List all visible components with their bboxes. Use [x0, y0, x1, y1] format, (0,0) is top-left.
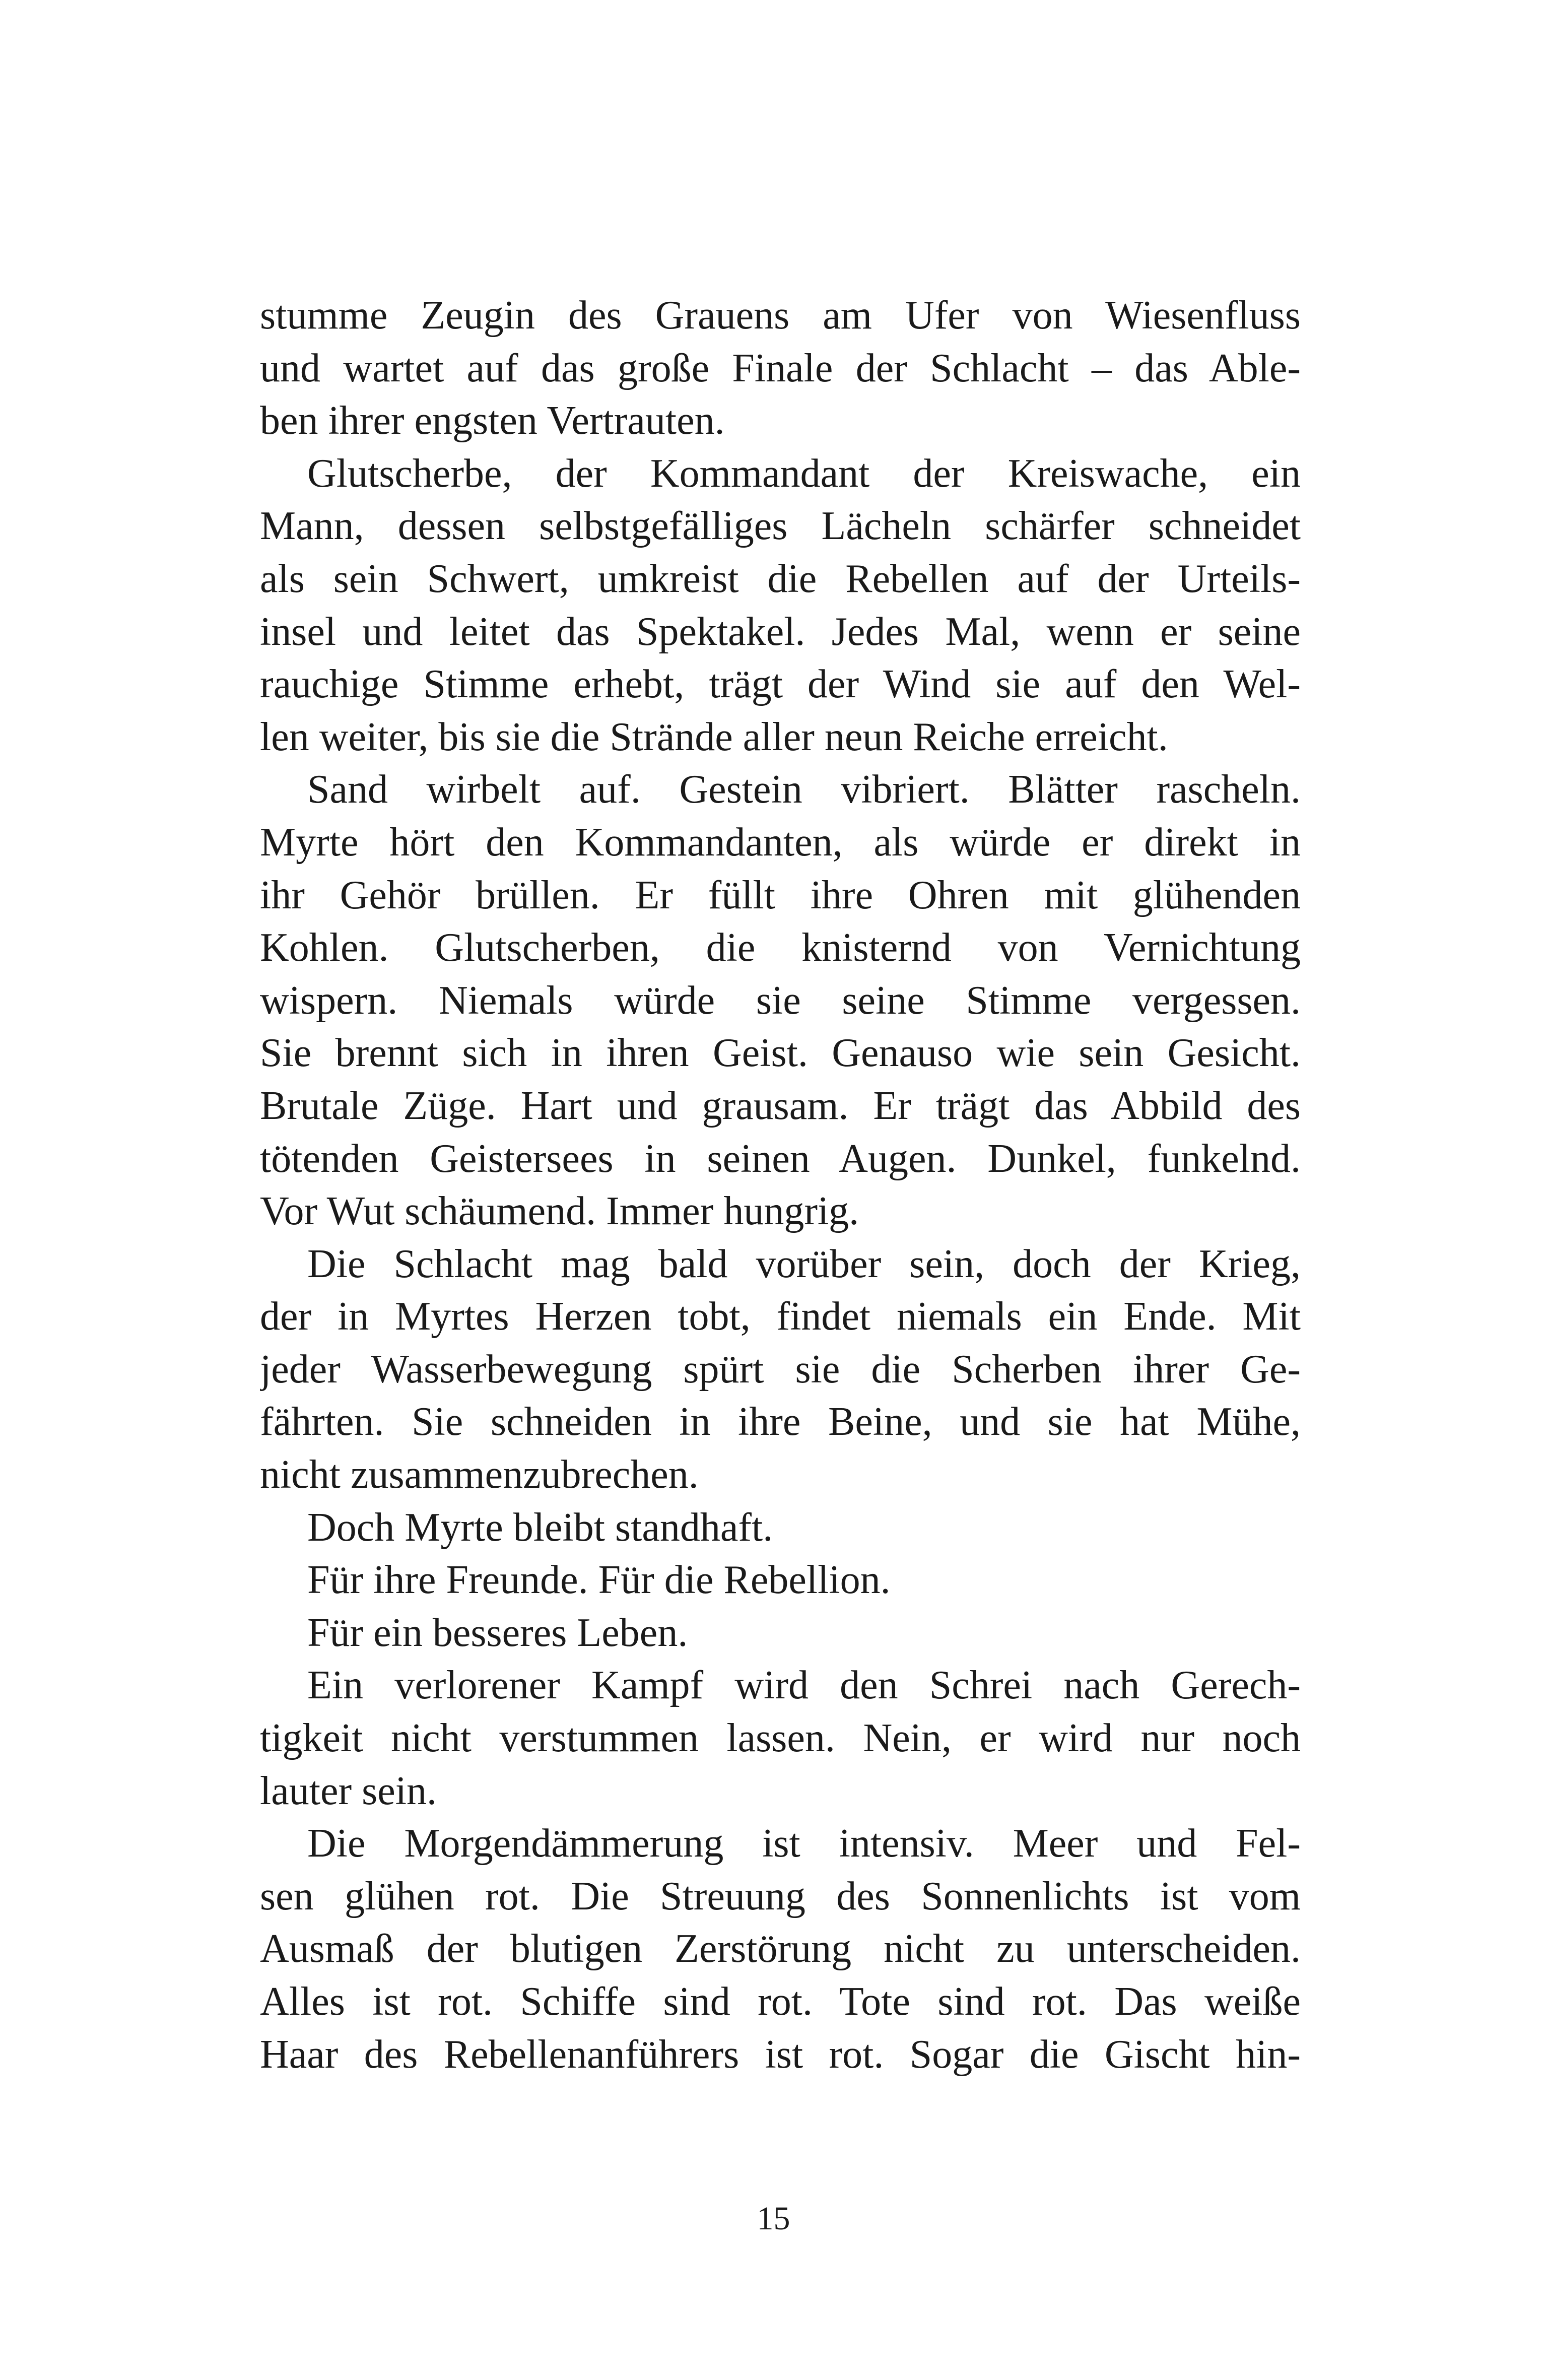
text-line: Alles ist rot. Schiffe sind rot. Tote sind rot. Das weiße	[260, 1979, 1301, 2024]
text-line: der in Myrtes Herzen tobt, findet niemals ein Ende. Mit	[260, 1294, 1301, 1339]
text-line: als sein Schwert, umkreist die Rebellen auf der Urteils-	[260, 556, 1301, 601]
text-line: Sie brennt sich in ihren Geist. Genauso wie sein Gesicht.	[260, 1031, 1301, 1076]
text-line: Vor Wut schäumend. Immer hungrig.	[260, 1189, 859, 1234]
text-line: Die Morgendämmerung ist intensiv. Meer und Fel-	[307, 1821, 1301, 1866]
text-line: und wartet auf das große Finale der Schlacht – das Able-	[260, 346, 1301, 390]
text-line: Für ein besseres Leben.	[307, 1610, 688, 1655]
text-line: insel und leitet das Spektakel. Jedes Mal, wenn er seine	[260, 609, 1301, 654]
text-line: wispern. Niemals würde sie seine Stimme vergessen.	[260, 978, 1301, 1023]
text-line: Kohlen. Glutscherben, die knisternd von Vernichtung	[260, 925, 1301, 970]
text-line: Ausmaß der blutigen Zerstörung nicht zu unterscheiden.	[260, 1927, 1301, 1971]
text-line: ben ihrer engsten Vertrauten.	[260, 399, 725, 443]
text-line: ihr Gehör brüllen. Er füllt ihre Ohren mit glühenden	[260, 873, 1301, 917]
text-line: len weiter, bis sie die Strände aller neun Reiche erreicht.	[260, 714, 1168, 759]
text-line: Brutale Züge. Hart und grausam. Er trägt das Abbild des	[260, 1083, 1301, 1128]
text-line: Myrte hört den Kommandanten, als würde er direkt in	[260, 820, 1301, 865]
text-line: jeder Wasserbewegung spürt sie die Scherben ihrer Ge-	[260, 1347, 1301, 1392]
text-line: Mann, dessen selbstgefälliges Lächeln schärfer schneidet	[260, 504, 1301, 549]
text-line: Glutscherbe, der Kommandant der Kreiswache, ein	[307, 451, 1301, 496]
text-line: sen glühen rot. Die Streuung des Sonnenlichts ist vom	[260, 1874, 1301, 1919]
page-number: 15	[757, 2200, 790, 2237]
body-text	[260, 289, 1301, 2081]
text-line: nicht zusammenzubrechen.	[260, 1452, 699, 1497]
text-line: Haar des Rebellenanführers ist rot. Sogar die Gischt hin-	[260, 2032, 1301, 2077]
text-line: Ein verlorener Kampf wird den Schrei nach Gerech-	[307, 1663, 1301, 1708]
text-line: fährten. Sie schneiden in ihre Beine, und sie hat Mühe,	[260, 1400, 1301, 1444]
text-line: Sand wirbelt auf. Gestein vibriert. Blätter rascheln.	[307, 767, 1301, 812]
text-line: tötenden Geistersees in seinen Augen. Dunkel, funkelnd.	[260, 1136, 1301, 1181]
text-line: Für ihre Freunde. Für die Rebellion.	[307, 1558, 891, 1603]
text-line: tigkeit nicht verstummen lassen. Nein, er wird nur noch	[260, 1716, 1301, 1761]
text-line: rauchige Stimme erhebt, trägt der Wind sie auf den Wel-	[260, 662, 1301, 707]
text-line: Doch Myrte bleibt standhaft.	[307, 1505, 773, 1550]
text-line: stumme Zeugin des Grauens am Ufer von Wiesenfluss	[260, 293, 1301, 338]
text-line: Die Schlacht mag bald vorüber sein, doch der Krieg,	[307, 1241, 1301, 1286]
text-line: lauter sein.	[260, 1768, 437, 1813]
